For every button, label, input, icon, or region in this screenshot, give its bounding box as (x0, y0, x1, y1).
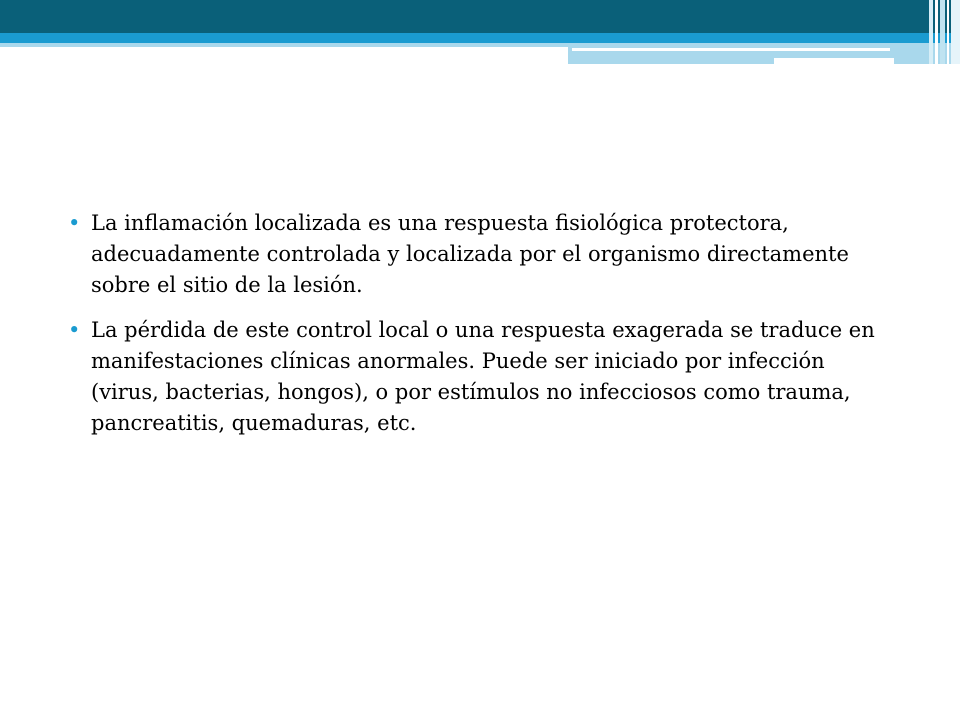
header-band-dark (0, 0, 960, 33)
bullet-list (68, 208, 898, 439)
edge-stripe (929, 0, 933, 64)
bullet-icon: • (68, 318, 81, 342)
edge-stripe (947, 0, 949, 64)
bullet-item (68, 208, 898, 301)
header-accent-line (572, 48, 890, 51)
edge-stripe (935, 0, 938, 64)
header-band-light (0, 43, 568, 47)
bullet-item (68, 315, 898, 439)
slide-body (68, 208, 898, 453)
bullet-icon: • (68, 211, 81, 235)
bullet-text: La pérdida de este control local o una respuesta exagerada se traduce en manifestaciones clínicas anormales. Puede ser iniciado por infección (virus, bacterias, hongos), o por estímulos no infecciosos como trauma, pancreatitis, quemaduras, etc. (91, 318, 875, 435)
header-accent-line-short (774, 58, 894, 64)
edge-stripe (951, 0, 960, 64)
bullet-text: La inflamación localizada es una respuesta fisiológica protectora, adecuadamente controlada y localizada por el organismo directamente sobre el sitio de la lesión. (91, 211, 849, 297)
header-band-blue (0, 33, 960, 43)
header-band-light-right (568, 43, 960, 64)
edge-stripe (940, 0, 945, 64)
